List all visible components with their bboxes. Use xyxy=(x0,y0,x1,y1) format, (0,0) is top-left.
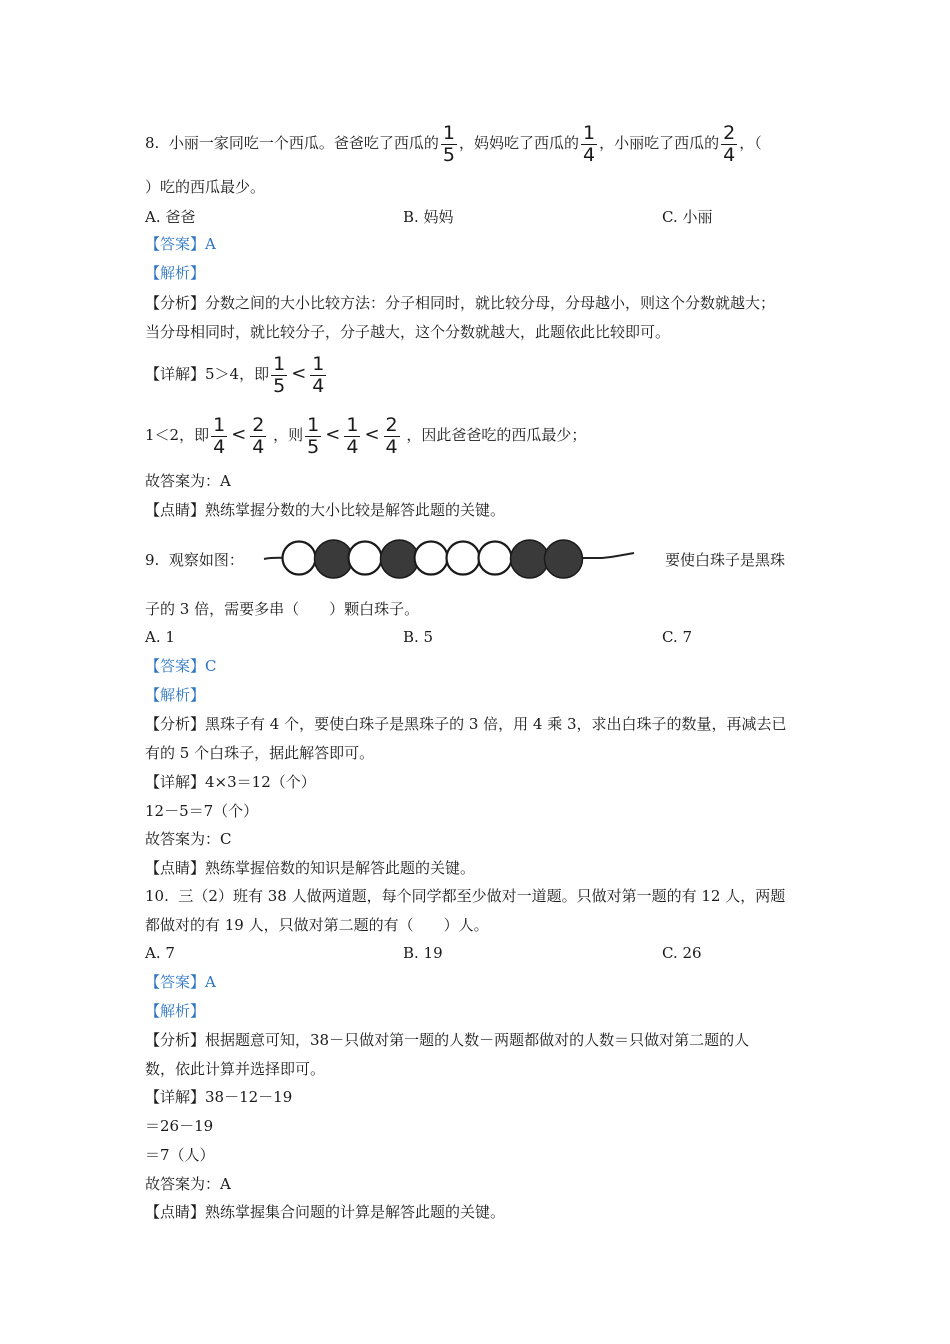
q10-option-c: C. 26 xyxy=(662,944,702,962)
q10-analysis-label: 【解析】 xyxy=(145,1002,206,1020)
q8-xiangjie-line2 xyxy=(145,412,586,458)
q10-dianjing: 【点睛】熟练掌握集合问题的计算是解答此题的关键。 xyxy=(145,1203,506,1221)
q8-analysis-label: 【解析】 xyxy=(145,264,206,282)
q10-stem-line2: 都做对的有 19 人，只做对第二题的有（ ）人。 xyxy=(145,916,489,934)
q8-stem-part-c: ，小丽吃了西瓜的 xyxy=(599,134,720,152)
q8-answer: 【答案】A xyxy=(145,235,216,253)
q10-conclusion: 故答案为：A xyxy=(145,1175,231,1193)
q8-l2-fraction-3: $\frac{1}{5}$ xyxy=(307,413,320,458)
q8-dianjing: 【点睛】熟练掌握分数的大小比较是解答此题的关键。 xyxy=(145,501,506,519)
q10-number: 10. xyxy=(145,887,169,905)
q10-stem-line1 xyxy=(145,886,785,906)
white-bead xyxy=(415,542,448,575)
q9-option-a: A. 1 xyxy=(145,628,175,646)
white-bead xyxy=(283,542,316,575)
q10-xiangjie-line2: ＝26－19 xyxy=(145,1117,214,1135)
q9-conclusion: 故答案为：C xyxy=(145,830,232,848)
q9-stem-line2: 子的 3 倍，需要多串（ ）颗白珠子。 xyxy=(145,600,420,618)
q8-option-c: C. 小丽 xyxy=(662,208,713,226)
black-bead xyxy=(545,540,583,578)
q8-fenxi-line1: 【分析】分数之间的大小比较方法：分子相同时，就比较分母，分母越小，则这个分数就越大； xyxy=(145,294,776,312)
q8-l2-less-than-3: < xyxy=(364,424,380,445)
q10-option-a: A. 7 xyxy=(145,944,175,962)
q10-xiangjie-line1: 【详解】38－12－19 xyxy=(145,1088,293,1106)
white-bead xyxy=(349,542,382,575)
black-bead xyxy=(381,540,419,578)
q9-fenxi-line1: 【分析】黑珠子有 4 个，要使白珠子是黑珠子的 3 倍，用 4 乘 3，求出白珠子的数量，再减去已 xyxy=(145,715,787,733)
q8-stem-line1 xyxy=(145,121,762,166)
q8-l2-fraction-4: $\frac{1}{4}$ xyxy=(346,413,359,458)
q9-dianjing: 【点睛】熟练掌握倍数的知识是解答此题的关键。 xyxy=(145,859,476,877)
q8-stem-line2: ）吃的西瓜最少。 xyxy=(145,178,266,196)
black-bead xyxy=(315,540,353,578)
q8-l2-fraction-2: $\frac{2}{4}$ xyxy=(252,413,265,458)
q9-analysis-label: 【解析】 xyxy=(145,686,206,704)
q8-option-a: A. 爸爸 xyxy=(145,208,196,226)
white-bead xyxy=(479,542,512,575)
q8-xj-fraction-2: $\frac{1}{4}$ xyxy=(312,352,325,397)
q8-xiangjie-line1 xyxy=(145,351,328,397)
q8-line2-text-c: ，因此爸爸吃的西瓜最少； xyxy=(406,426,587,444)
q10-option-b: B. 19 xyxy=(403,944,443,962)
q8-l2-less-than-2: < xyxy=(325,424,341,445)
q9-stem-part-a: 观察如图： xyxy=(168,551,244,569)
q9-number: 9. xyxy=(145,551,160,569)
q10-fenxi-line2: 数，依此计算并选择即可。 xyxy=(145,1060,326,1078)
q8-number: 8. xyxy=(145,134,160,152)
q9-xiangjie-line2: 12－5＝7（个） xyxy=(145,802,259,820)
white-bead xyxy=(447,542,480,575)
q9-xiangjie-line1: 【详解】4×3＝12（个） xyxy=(145,773,316,791)
bead-string-figure xyxy=(262,528,647,588)
q9-stem-right: 要使白珠子是黑珠 xyxy=(665,551,786,569)
q8-fraction-xiaoli: $\frac{2}{4}$ xyxy=(723,121,736,166)
q8-xj-less-than: < xyxy=(291,363,307,384)
bead-group xyxy=(283,540,583,578)
q8-xiangjie-text: 【详解】5＞4，即 xyxy=(145,365,270,383)
q8-stem-part-b: ，妈妈吃了西瓜的 xyxy=(458,134,579,152)
black-bead xyxy=(511,540,549,578)
q8-fraction-dad: $\frac{1}{5}$ xyxy=(442,121,455,166)
q8-fenxi-line2: 当分母相同时，就比较分子，分子越大，这个分数就越大，此题依此比较即可。 xyxy=(145,323,671,341)
q8-xj-fraction-1: $\frac{1}{5}$ xyxy=(273,352,286,397)
q8-stem-part-d: ，（ xyxy=(739,134,762,152)
q9-fenxi-line2: 有的 5 个白珠子，据此解答即可。 xyxy=(145,744,375,762)
q8-stem-part-a: 小丽一家同吃一个西瓜。爸爸吃了西瓜的 xyxy=(168,134,439,152)
q9-option-c: C. 7 xyxy=(662,628,693,646)
q10-stem-text: 三（2）班有 38 人做两道题，每个同学都至少做对一道题。只做对第一题的有 12 人，两题 xyxy=(178,887,786,905)
q10-xiangjie-line3: ＝7（人） xyxy=(145,1146,215,1164)
q8-fraction-mom: $\frac{1}{4}$ xyxy=(582,121,596,166)
q9-stem-left xyxy=(145,550,244,570)
q10-answer: 【答案】A xyxy=(145,973,216,991)
q8-conclusion: 故答案为：A xyxy=(145,472,231,490)
q8-option-b: B. 妈妈 xyxy=(403,208,454,226)
q9-option-b: B. 5 xyxy=(403,628,434,646)
q8-l2-fraction-5: $\frac{2}{4}$ xyxy=(385,413,398,458)
q8-l2-less-than-1: < xyxy=(231,424,247,445)
q9-answer: 【答案】C xyxy=(145,657,217,675)
q8-line2-text-a: 1＜2，即 xyxy=(145,426,210,444)
q10-fenxi-line1: 【分析】根据题意可知，38－只做对第一题的人数－两题都做对的人数＝只做对第二题的人 xyxy=(145,1031,750,1049)
q8-line2-text-b: ，则 xyxy=(273,426,304,444)
q8-l2-fraction-1: $\frac{1}{4}$ xyxy=(213,413,226,458)
